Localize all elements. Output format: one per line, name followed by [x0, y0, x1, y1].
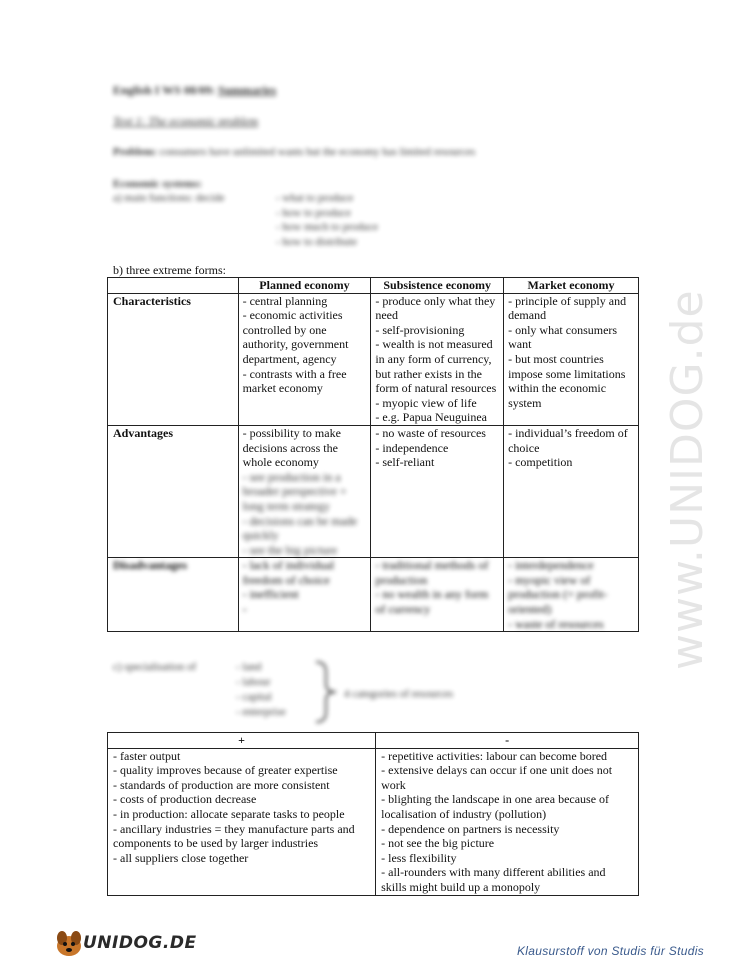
list-item: - quality improves because of greater expertise: [113, 763, 338, 778]
main-functions-line: a) main functions: decide: [113, 192, 225, 204]
function-item: - what to produce: [276, 192, 354, 204]
cell-line: - no wealth in any form of currency: [375, 587, 489, 617]
list-item: - not see the big picture: [381, 836, 495, 851]
function-item: - how much to produce: [276, 221, 379, 233]
list-item: - all-rounders with many different abilities and skills might build up a monopoly: [381, 865, 606, 894]
pros-cons-table: [107, 732, 639, 896]
cell-line: - central planning: [242, 293, 328, 308]
minus-cell: [376, 748, 639, 895]
curly-brace-icon: [312, 660, 342, 724]
table-row-characteristics: [108, 293, 639, 425]
table-row: [108, 748, 639, 895]
cell-line: - waste of resources: [508, 616, 604, 631]
specialisation-label: c) specialisation of: [113, 661, 197, 673]
watermark-text: www.UNIDOG.de: [662, 289, 713, 670]
document-title: [113, 83, 276, 98]
cell-line: - competition: [508, 455, 573, 470]
cell-line: - only what consumers want: [508, 322, 618, 352]
logo-text: UNIDOG.DE: [83, 933, 197, 953]
cell-line: - traditional methods of production: [375, 558, 489, 587]
list-item: - all suppliers close together: [113, 850, 249, 865]
functions-list: [276, 191, 378, 249]
table-header-row: [108, 278, 639, 294]
cell-line: - inefficient: [242, 587, 299, 602]
cell-subsistence: [371, 558, 504, 632]
cell-market: [504, 293, 639, 425]
cell-line: - e.g. Papua Neuguinea: [375, 410, 487, 425]
header-empty: [108, 278, 239, 294]
economic-systems-heading: Economic systems:: [113, 178, 202, 190]
cell-line: - myopic view of production (= profit-oriented): [508, 572, 608, 617]
cell-line: - independence: [375, 440, 449, 455]
cell-line: - principle of supply and demand: [508, 293, 627, 323]
row-label: Characteristics: [108, 293, 239, 425]
header-subsistence: Subsistence economy: [371, 278, 504, 294]
cell-line: - contrasts with a free market economy: [242, 366, 347, 396]
list-item: - repetitive activities: labour can become bored: [381, 748, 608, 763]
cell-line: - see the big picture: [242, 542, 338, 557]
cell-line: -: [242, 602, 247, 617]
cell-subsistence: [371, 293, 504, 425]
table-row-disadvantages: [108, 558, 639, 632]
cell-line: - possibility to make decisions across the whole economy: [242, 425, 341, 470]
list-item: - costs of production decrease: [113, 792, 257, 807]
list-item: - ancillary industries = they manufacture parts and components to be used by larger industries: [113, 821, 355, 851]
resource-item: - land: [236, 661, 262, 673]
header-market: Market economy: [504, 278, 639, 294]
cell-line: - self-reliant: [375, 455, 435, 470]
list-item: - blighting the landscape in one area because of localisation of industry (pollution): [381, 792, 610, 821]
cell-line: - self-provisioning: [375, 322, 465, 337]
list-item: - in production: allocate separate tasks to people: [113, 806, 345, 821]
cell-line: - lack of individual freedom of choice: [242, 558, 335, 587]
cell-line: - but most countries impose some limitations within the economic system: [508, 351, 626, 410]
economic-systems: [113, 177, 225, 205]
plus-header: +: [108, 733, 376, 749]
minus-header: -: [376, 733, 639, 749]
problem-label: Problem:: [113, 146, 157, 158]
cell-line: - wealth is not measured in any form of currency, but rather exists in the form of natural resources: [375, 337, 497, 396]
cell-line: - individual’s freedom of choice: [508, 425, 628, 455]
cell-line: - see production in a broader perspective + long term strategy: [242, 469, 347, 513]
row-label: Advantages: [108, 425, 239, 557]
resource-categories-note: 4 categories of resources: [344, 688, 454, 700]
problem-text: consumers have unlimited wants but the economy has limited resources: [156, 146, 476, 158]
specialisation-list: [236, 660, 286, 720]
cell-planned: [238, 293, 371, 425]
resource-item: - labour: [236, 676, 271, 688]
document-title-plain: English I WS 08/09:: [113, 83, 219, 97]
cell-line: - produce only what they need: [375, 293, 496, 323]
dog-mascot-icon: [52, 928, 86, 958]
footer-tagline: Klausurstoff von Studis für Studis: [517, 944, 704, 958]
document-subtitle: Text 1: The economic problem: [113, 114, 259, 128]
document-title-underlined: Summaries: [218, 83, 277, 97]
blurred-lines: [243, 470, 367, 558]
function-item: - how to distribute: [276, 235, 357, 248]
cell-line: - economic activities controlled by one authority, government department, agency: [242, 308, 349, 366]
three-forms-label: b) three extreme forms:: [113, 263, 226, 277]
cell-planned: [238, 425, 371, 557]
table-header-row: [108, 733, 639, 749]
cell-line: - myopic view of life: [375, 395, 477, 410]
cell-market: [504, 558, 639, 632]
plus-cell: [108, 748, 376, 895]
list-item: - less flexibility: [381, 850, 457, 865]
problem-statement: [113, 146, 475, 158]
cell-line: - no waste of resources: [375, 425, 486, 440]
list-item: - faster output: [113, 748, 181, 763]
resource-item: - enterprise: [236, 706, 286, 718]
cell-market: [504, 425, 639, 557]
table-row-advantages: [108, 425, 639, 557]
resource-item: - capital: [236, 691, 272, 703]
cell-subsistence: [371, 425, 504, 557]
cell-line: - decisions can be made quickly: [242, 513, 358, 543]
list-item: - standards of production are more consistent: [113, 777, 330, 792]
header-planned: Planned economy: [238, 278, 371, 294]
list-item: - dependence on partners is necessity: [381, 821, 560, 836]
cell-line: - interdependence: [508, 558, 594, 573]
row-label: Disadvantages: [108, 558, 239, 632]
list-item: - extensive delays can occur if one unit does not work: [381, 763, 613, 792]
economy-table: [107, 277, 639, 632]
function-item: - how to produce: [276, 206, 351, 219]
cell-planned: [238, 558, 371, 632]
